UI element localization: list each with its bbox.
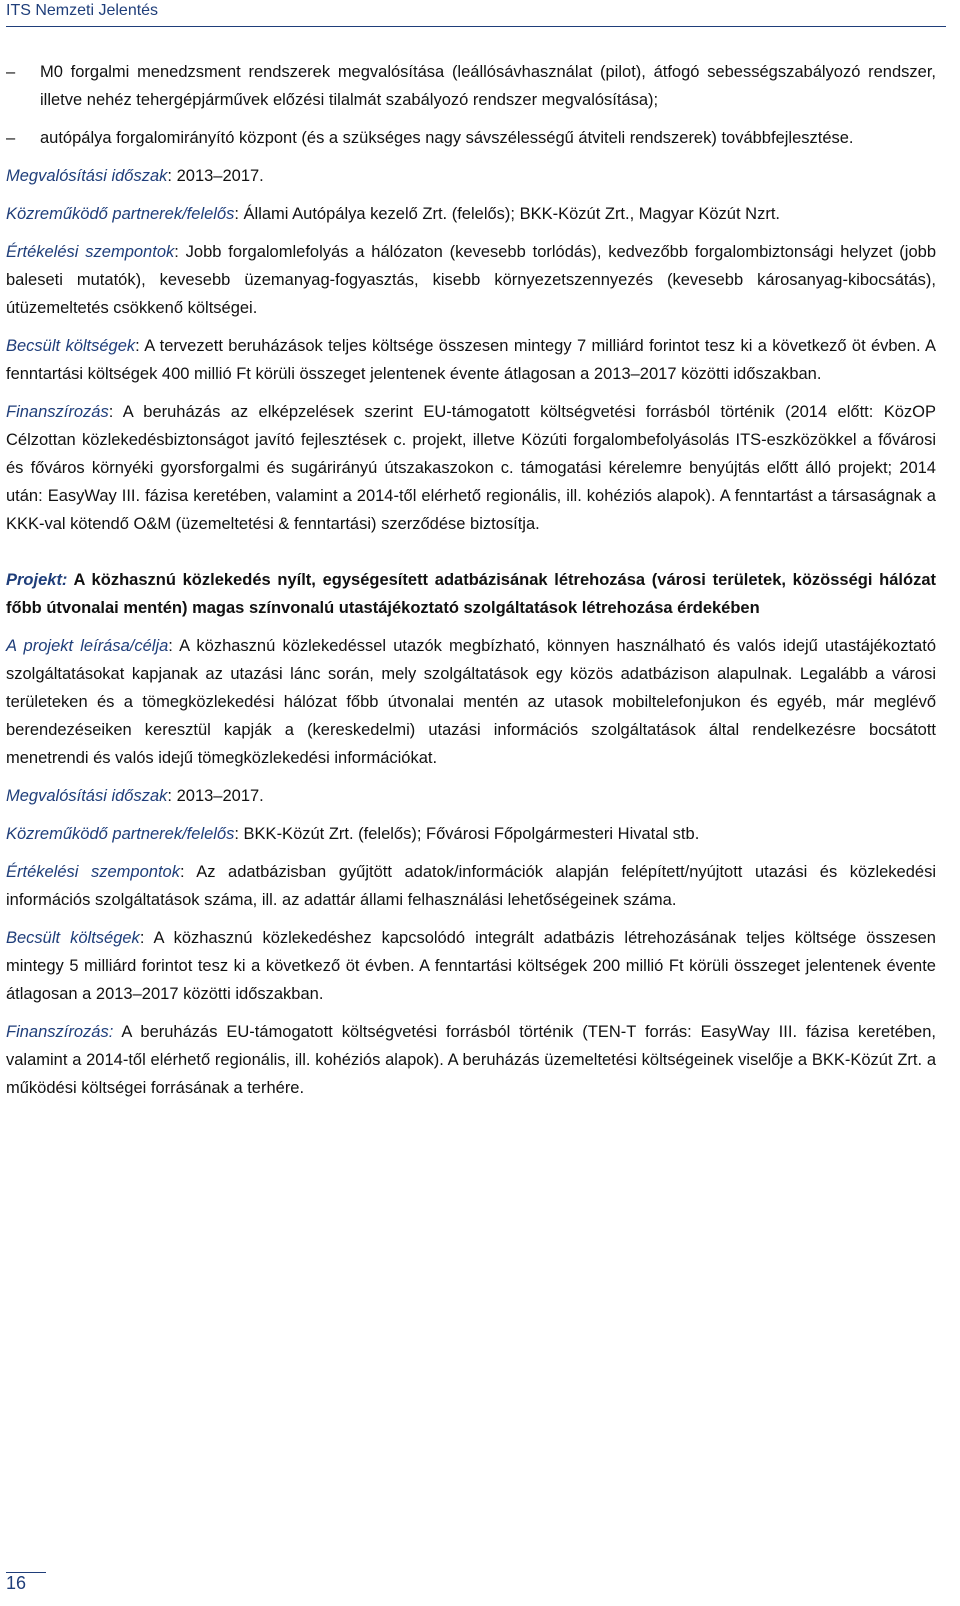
section-separator: : — [167, 167, 177, 185]
section-label: Becsült költségek — [6, 929, 140, 947]
section-separator: : — [108, 403, 123, 421]
section-text: BKK-Közút Zrt. (felelős); Fővárosi Főpolgármesteri Hivatal stb. — [243, 825, 700, 843]
section-text: 2013–2017. — [176, 167, 264, 185]
section-implementation-period — [6, 162, 936, 190]
section-label: Finanszírozás — [6, 403, 109, 421]
section-separator: : — [167, 787, 177, 805]
section-separator: : — [179, 863, 197, 881]
bullet-item — [6, 58, 936, 114]
section-costs — [6, 924, 936, 1008]
bullet-text: autópálya forgalomirányító központ (és a szükséges nagy sávszélességű átviteli rendszerek) továbbfejlesztése. — [40, 129, 854, 147]
section-separator: : — [234, 825, 244, 843]
document-body — [6, 58, 936, 1102]
section-label: Finanszírozás: — [6, 1023, 114, 1041]
section-text: A beruházás EU-támogatott költségvetési forrásból történik (TEN-T forrás: EasyWay III. fázisa keretében, valamint a 2014-től elérhető regionális, ill. kohéziós alapok). A beruházás üzemeltetési költségeinek viselője a BKK-Közút Zrt. a működési költségei forrásának a terhére. — [6, 1023, 936, 1097]
section-separator: : — [168, 637, 180, 655]
bullet-text: M0 forgalmi menedzsment rendszerek megvalósítása (leállósávhasználat (pilot), átfogó sebességszabályozó rendszer, illetve nehéz tehergépjárművek előzési tilalmát szabályozó rendszer megvalósítása); — [40, 63, 936, 109]
section-evaluation — [6, 858, 936, 914]
section-financing — [6, 398, 936, 538]
section-text: Jobb forgalomlefolyás a hálózaton (kevesebb torlódás), kedvezőbb forgalombiztonsági helyzet (jobb baleseti mutatók), kevesebb üzemanyag-fogyasztás, kisebb környezetszennyezés (kevesebb károsanyag-kibocsátás), útüzemeltetés csökkenő költségei. — [6, 243, 937, 317]
section-label: Közreműködő partnerek/felelős — [6, 825, 235, 843]
section-label: Becsült költségek — [6, 337, 136, 355]
section-label: Megvalósítási időszak — [6, 787, 168, 805]
project-heading — [6, 566, 936, 622]
section-separator: : — [174, 243, 186, 261]
section-text: 2013–2017. — [176, 787, 264, 805]
section-label: Értékelési szempontok — [6, 863, 180, 881]
bullet-dash: – — [6, 129, 16, 147]
section-separator: : — [139, 929, 154, 947]
section-partners — [6, 200, 936, 228]
section-text: Az adatbázisban gyűjtött adatok/információk alapján felépített/nyújtott utazási és közlekedési információs szolgáltatások száma, ill. az adattár állami felhasználási lehetőségeinek száma. — [6, 863, 936, 909]
section-costs — [6, 332, 936, 388]
page-header — [6, 0, 946, 27]
section-text: A közhasznú közlekedéshez kapcsolódó integrált adatbázis létrehozásának teljes költsége összesen mintegy 5 milliárd forintot tesz ki a következő öt évben. A fenntartási költségek 200 millió Ft körüli összeget jelentenek évente átlagosan a 2013–2017 közötti időszakban. — [6, 929, 936, 1003]
section-label: Megvalósítási időszak — [6, 167, 168, 185]
section-label: Értékelési szempontok — [6, 243, 175, 261]
bullet-item — [6, 124, 936, 152]
project-label: Projekt: — [6, 571, 68, 589]
section-label: Közreműködő partnerek/felelős — [6, 205, 235, 223]
section-text: A közhasznú közlekedéssel utazók megbízható, könnyen használható és valós idejű utastájékoztató szolgáltatásokat kapjanak az utazási lánc során, mely szolgáltatások egy közös adatbázison alapulnak. Legalább a városi területeken és a tömegközlekedési hálózat főbb útvonalai mentén az utasok mobiltelefonjukon és egyéb, már meglévő berendezéseiken keresztül kapják a (kereskedelmi) utazási információs szolgáltatások által rendelkezésre bocsátott menetrendi és valós idejű tömegközlekedési információkat. — [6, 637, 936, 767]
section-label: A projekt leírása/célja — [6, 637, 169, 655]
section-text: A beruházás az elképzelések szerint EU-támogatott költségvetési forrásból történik (2014 előtt: KözOP Célzottan közlekedésbiztonságot javító fejlesztések c. projekt, illetve Közúti forgalombefolyásolás ITS-eszközökkel a fővárosi és főváros környéki gyorsforgalmi és sugárirányú útszakaszokon c. támogatási kérelemre benyújtás előtt álló projekt; 2014 után: EasyWay III. fázisa keretében, valamint a 2014-től elérhető regionális, ill. kohéziós alapok). A fenntartást a társaságnak a KKK-val kötendő O&M (üzemeltetési & fenntartási) szerződése biztosítja. — [6, 403, 936, 533]
section-text: Állami Autópálya kezelő Zrt. (felelős); BKK-Közút Zrt., Magyar Közút Nzrt. — [243, 205, 780, 223]
section-implementation-period — [6, 782, 936, 810]
section-partners — [6, 820, 936, 848]
section-financing — [6, 1018, 936, 1102]
section-text: A tervezett beruházások teljes költsége összesen mintegy 7 milliárd forintot tesz ki a következő öt évben. A fenntartási költségek 400 millió Ft körüli összeget jelentenek évente átlagosan a 2013–2017 közötti időszakban. — [6, 337, 936, 383]
section-project-description — [6, 632, 936, 772]
section-separator: : — [135, 337, 145, 355]
section-evaluation — [6, 238, 936, 322]
project-title: A közhasznú közlekedés nyílt, egységesített adatbázisának létrehozása (városi területek, közösségi hálózat főbb útvonalai mentén) magas színvonalú utastájékoztató szolgáltatások létrehozása érdekében — [6, 571, 936, 617]
page-number: 16 — [6, 1573, 27, 1593]
bullet-dash: – — [6, 63, 16, 81]
header-title: ITS Nemzeti Jelentés — [6, 2, 159, 19]
section-separator: : — [234, 205, 244, 223]
page-footer — [6, 1572, 46, 1606]
